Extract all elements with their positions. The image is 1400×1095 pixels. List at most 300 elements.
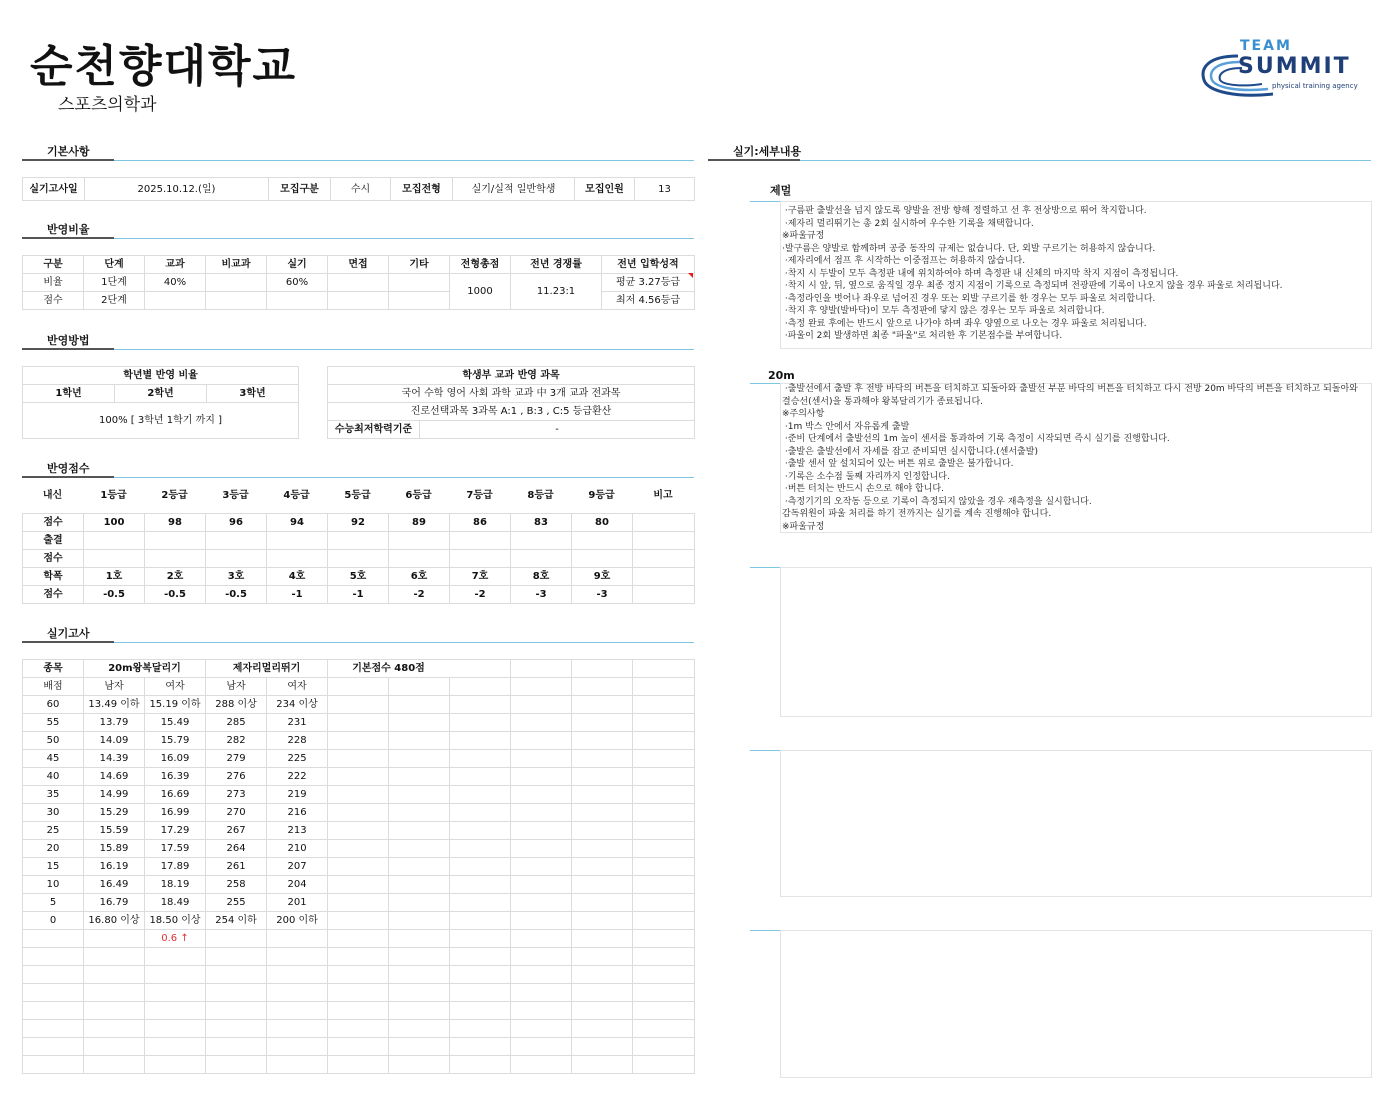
practical-row <box>23 750 695 768</box>
empty-panel-3 <box>780 930 1372 1078</box>
practical-cell: 15.19 이하 <box>145 696 206 714</box>
score-cell <box>267 532 328 550</box>
empty-cell <box>572 948 633 966</box>
empty-cell <box>633 894 695 912</box>
empty-cell <box>84 984 145 1002</box>
practical-points: 10 <box>23 876 84 894</box>
empty-cell <box>450 966 511 984</box>
empty-cell <box>389 966 450 984</box>
empty-cell <box>23 966 84 984</box>
score-header-5: 5등급 <box>344 489 371 501</box>
practical-cell: 14.99 <box>84 786 145 804</box>
practical-cell: 270 <box>206 804 267 822</box>
ratio-r1-5 <box>328 274 389 292</box>
practical-jump-header: 제자리멀리뛰기 <box>206 660 328 678</box>
ratio-r1-2: 40% <box>145 274 206 292</box>
empty-cell <box>450 894 511 912</box>
score-header-4: 4등급 <box>283 489 310 501</box>
empty-cell <box>389 732 450 750</box>
empty-cell <box>450 984 511 1002</box>
practical-points: 5 <box>23 894 84 912</box>
track-label: 모집전형 <box>391 178 453 201</box>
score-cell <box>206 550 267 568</box>
empty-cell <box>450 840 511 858</box>
practical-cell: 16.49 <box>84 876 145 894</box>
score-row <box>23 532 695 550</box>
empty-cell <box>450 1020 511 1038</box>
practical-row <box>23 768 695 786</box>
score-cell <box>511 550 572 568</box>
practical-cell: 16.80 이상 <box>84 912 145 930</box>
practical-cell: 18.50 이상 <box>145 912 206 930</box>
empty-cell <box>511 822 572 840</box>
empty-cell <box>633 1020 695 1038</box>
csat-value: - <box>420 421 695 439</box>
ratio-header-1: 단계 <box>84 256 145 274</box>
empty-cell <box>389 876 450 894</box>
practical-cell: 288 이상 <box>206 696 267 714</box>
score-cell: 92 <box>328 514 389 532</box>
empty-cell <box>450 1038 511 1056</box>
empty-cell <box>511 1002 572 1020</box>
score-cell <box>328 532 389 550</box>
empty-cell <box>145 1020 206 1038</box>
empty-cell <box>389 786 450 804</box>
score-cell <box>633 514 695 532</box>
score-cell <box>206 532 267 550</box>
score-cell <box>633 550 695 568</box>
empty-cell <box>84 930 145 948</box>
empty-cell <box>633 858 695 876</box>
score-cell <box>511 532 572 550</box>
empty-row <box>23 966 695 984</box>
score-cell: -0.5 <box>84 586 145 604</box>
year-ratio-title: 학년별 반영 비율 <box>23 367 299 385</box>
empty-cell <box>633 912 695 930</box>
empty-cell <box>206 930 267 948</box>
empty-cell <box>328 696 389 714</box>
practical-cell: 264 <box>206 840 267 858</box>
ratio-r2-4 <box>267 292 328 310</box>
score-table <box>22 513 695 604</box>
ratio-r1-4: 60% <box>267 274 328 292</box>
empty-cell <box>389 858 450 876</box>
practical-points: 30 <box>23 804 84 822</box>
empty-cell <box>572 876 633 894</box>
empty-cell <box>633 930 695 948</box>
score-cell <box>572 532 633 550</box>
practical-cell: 16.79 <box>84 894 145 912</box>
empty-cell <box>389 1020 450 1038</box>
year-ratio-table <box>22 366 299 439</box>
department-title: 스포츠의학과 <box>58 95 157 115</box>
score-cell: 98 <box>145 514 206 532</box>
practical-table <box>22 659 695 1074</box>
empty-cell <box>633 786 695 804</box>
empty-cell <box>23 984 84 1002</box>
empty-cell <box>450 1056 511 1074</box>
score-cell <box>145 532 206 550</box>
score-cell: -2 <box>450 586 511 604</box>
score-cell: -1 <box>267 586 328 604</box>
empty-cell <box>267 984 328 1002</box>
score-row <box>23 568 695 586</box>
practical-cell: 16.39 <box>145 768 206 786</box>
practical-row <box>23 840 695 858</box>
empty-cell <box>633 696 695 714</box>
ratio-r2-0: 점수 <box>23 292 84 310</box>
score-header-7: 7등급 <box>466 489 493 501</box>
empty-cell <box>511 948 572 966</box>
section-practical-label: 실기고사 <box>47 627 90 640</box>
score-cell <box>84 550 145 568</box>
year-ratio-value: 100% [ 3학년 1학기 까지 ] <box>23 403 299 439</box>
grade-min: 최저 4.56등급 <box>602 292 695 310</box>
empty-cell <box>389 948 450 966</box>
empty-cell <box>389 840 450 858</box>
score-cell: -1 <box>328 586 389 604</box>
practical-row <box>23 714 695 732</box>
practical-cell: 15.29 <box>84 804 145 822</box>
practical-cell: 13.49 이하 <box>84 696 145 714</box>
score-cell: 8호 <box>511 568 572 586</box>
empty-cell <box>511 804 572 822</box>
practical-cell: 204 <box>267 876 328 894</box>
practical-row <box>23 696 695 714</box>
date-label: 실기고사일 <box>23 178 85 201</box>
score-cell <box>84 532 145 550</box>
empty-cell <box>450 786 511 804</box>
empty-cell <box>633 840 695 858</box>
empty-cell <box>572 966 633 984</box>
empty-cell <box>511 768 572 786</box>
score-row-label: 점수 <box>23 550 84 568</box>
score-cell: -0.5 <box>206 586 267 604</box>
empty-cell <box>206 966 267 984</box>
ratio-header-6: 기타 <box>389 256 450 274</box>
ratio-r1-1: 1단계 <box>84 274 145 292</box>
empty-cell <box>633 768 695 786</box>
empty-cell <box>572 912 633 930</box>
date-value: 2025.10.12.(일) <box>85 178 269 201</box>
score-cell: 96 <box>206 514 267 532</box>
ratio-header-9: 전년 입학성적 <box>602 256 695 274</box>
empty-cell <box>633 750 695 768</box>
practical-row <box>23 732 695 750</box>
practical-cell: 261 <box>206 858 267 876</box>
practical-points: 40 <box>23 768 84 786</box>
empty-cell <box>206 1056 267 1074</box>
empty-cell <box>328 732 389 750</box>
score-cell: 1호 <box>84 568 145 586</box>
empty-cell <box>511 858 572 876</box>
score-cell: -3 <box>572 586 633 604</box>
practical-cell: 213 <box>267 822 328 840</box>
empty-cell <box>328 1038 389 1056</box>
empty-cell <box>633 714 695 732</box>
grade-avg: 평균 3.27등급 <box>602 274 695 292</box>
empty-cell <box>145 984 206 1002</box>
score-cell <box>389 550 450 568</box>
empty-cell <box>328 1002 389 1020</box>
score-cell: 86 <box>450 514 511 532</box>
empty-cell <box>206 1002 267 1020</box>
subject-table <box>327 366 695 439</box>
csat-label: 수능최저학력기준 <box>328 421 420 439</box>
empty-cell <box>450 768 511 786</box>
practical-cell: 15.89 <box>84 840 145 858</box>
empty-cell <box>450 732 511 750</box>
empty-cell <box>572 696 633 714</box>
empty-panel-1 <box>780 567 1372 717</box>
subject-line-2: 진로선택과목 3과목 A:1 , B:3 , C:5 등급환산 <box>328 403 695 421</box>
empty-cell <box>328 984 389 1002</box>
score-cell: 4호 <box>267 568 328 586</box>
score-row <box>23 550 695 568</box>
ratio-r2-6 <box>389 292 450 310</box>
empty-cell <box>389 1038 450 1056</box>
empty-cell <box>84 1038 145 1056</box>
empty-cell <box>511 786 572 804</box>
subject-line-1: 국어 수학 영어 사회 과학 교과 中 3개 교과 전과목 <box>328 385 695 403</box>
track-value: 실기/실적 일반학생 <box>453 178 575 201</box>
empty-cell <box>389 714 450 732</box>
score-cell <box>145 550 206 568</box>
practical-sub-0: 배점 <box>23 678 84 696</box>
empty-cell <box>206 1020 267 1038</box>
empty-cell <box>450 804 511 822</box>
empty-cell <box>328 1020 389 1038</box>
practical-points: 50 <box>23 732 84 750</box>
empty-cell <box>572 804 633 822</box>
score-cell <box>450 550 511 568</box>
empty-cell <box>328 804 389 822</box>
empty-cell <box>145 1056 206 1074</box>
empty-panel-2 <box>780 750 1372 897</box>
score-header-3: 3등급 <box>222 489 249 501</box>
score-cell: 6호 <box>389 568 450 586</box>
score-cell <box>633 532 695 550</box>
practical-row <box>23 876 695 894</box>
empty-cell <box>572 786 633 804</box>
empty-cell <box>389 822 450 840</box>
empty-cell <box>267 1038 328 1056</box>
empty-cell <box>206 984 267 1002</box>
score-row-label: 점수 <box>23 514 84 532</box>
empty-cell <box>328 714 389 732</box>
empty-cell <box>145 966 206 984</box>
jump-text: ·구름판 출발선을 넘지 않도록 양발을 전방 향해 정렬하고 선 후 전상방으로 뛰어 착지합니다. ·제자리 멀리뛰기는 총 2회 실시하여 우수한 기록을 채택합니다. ※파울규정 ·발구름은 양발로 함께하며 공중 동작의 규제는 없습니다. 단, 외발 구르기는 허용하지 않습니다. ·제자리에서 점프 후 시작하는 이중점프는 허용하지 않습니다. ·착지 시 두발이 모두 측정판 내에 위치하여야 하며 측정판 내 신체의 마지막 착지 지점이 측정됩니다. ·착지 시 앞, 뒤, 옆으로 움직일 경우 최종 정지 지점이 기록으로 측정되며 전광판에 기록이 나오지 않을 경우 파울로 처리됩니다. ·측정라인을 벗어나 좌우로 넘어진 경우 또는 외발 구르기를 한 경우는 모두 파울로 처리합니다. ·착지 후 양발(발바닥)이 모두 측정판에 닿지 않은 경우는 모두 파울로 처리합니다. ·측정 완료 후에는 반드시 앞으로 나가야 하며 좌우 양옆으로 나오는 경우 파울로 처리됩니다. ·파울이 2회 발생하면 최종 "파울"로 처리한 후 기본점수를 부여합니다. <box>782 206 1283 341</box>
empty-cell <box>633 1038 695 1056</box>
score-cell: 3호 <box>206 568 267 586</box>
jump-title: 제멀 <box>770 184 792 197</box>
score-cell <box>572 550 633 568</box>
empty-cell <box>511 1056 572 1074</box>
score-cell <box>633 586 695 604</box>
empty-cell <box>511 876 572 894</box>
section-method-label: 반영방법 <box>47 334 90 347</box>
score-cell: 5호 <box>328 568 389 586</box>
ratio-r2-5 <box>328 292 389 310</box>
empty-cell <box>23 1056 84 1074</box>
practical-row <box>23 786 695 804</box>
ratio-header-7: 전형총점 <box>450 256 511 274</box>
practical-cell: 14.69 <box>84 768 145 786</box>
practical-cell: 216 <box>267 804 328 822</box>
empty-cell <box>389 750 450 768</box>
practical-cell: 200 이하 <box>267 912 328 930</box>
score-row <box>23 586 695 604</box>
score-cell: 2호 <box>145 568 206 586</box>
empty-row <box>23 1038 695 1056</box>
empty-cell <box>23 1038 84 1056</box>
empty-cell <box>389 1056 450 1074</box>
practical-cell: 15.59 <box>84 822 145 840</box>
empty-cell <box>450 912 511 930</box>
empty-cell <box>511 984 572 1002</box>
ratio-header-4: 실기 <box>267 256 328 274</box>
empty-cell <box>389 768 450 786</box>
ratio-r1-0: 비율 <box>23 274 84 292</box>
ratio-r1-3 <box>206 274 267 292</box>
ratio-header-5: 면접 <box>328 256 389 274</box>
practical-points: 20 <box>23 840 84 858</box>
practical-cell: 207 <box>267 858 328 876</box>
empty-cell <box>633 822 695 840</box>
comment-marker-icon <box>688 273 693 278</box>
empty-cell <box>511 1020 572 1038</box>
practical-note-row <box>23 930 695 948</box>
score-cell: 7호 <box>450 568 511 586</box>
practical-cell: 18.49 <box>145 894 206 912</box>
empty-cell <box>511 966 572 984</box>
empty-cell <box>572 1038 633 1056</box>
practical-cell: 18.19 <box>145 876 206 894</box>
score-header-0: 내신 <box>42 489 63 501</box>
practical-cell: 14.09 <box>84 732 145 750</box>
score-cell: -2 <box>389 586 450 604</box>
practical-cell: 285 <box>206 714 267 732</box>
practical-cell: 15.49 <box>145 714 206 732</box>
practical-cell: 279 <box>206 750 267 768</box>
empty-cell <box>450 948 511 966</box>
practical-row <box>23 858 695 876</box>
type-value: 수시 <box>331 178 391 201</box>
empty-cell <box>633 804 695 822</box>
practical-cell: 13.79 <box>84 714 145 732</box>
empty-cell <box>572 894 633 912</box>
score-header-9: 9등급 <box>588 489 615 501</box>
empty-cell <box>450 696 511 714</box>
empty-row <box>23 1002 695 1020</box>
empty-cell <box>389 984 450 1002</box>
empty-cell <box>511 714 572 732</box>
empty-cell <box>84 1002 145 1020</box>
score-cell: 89 <box>389 514 450 532</box>
empty-cell <box>450 822 511 840</box>
section-detail-label: 실기:세부내용 <box>733 145 802 158</box>
practical-cell: 255 <box>206 894 267 912</box>
practical-cell: 225 <box>267 750 328 768</box>
score-row <box>23 514 695 532</box>
score-row-label: 출결 <box>23 532 84 550</box>
empty-cell <box>511 750 572 768</box>
practical-cell: 17.29 <box>145 822 206 840</box>
ratio-header-8: 전년 경쟁률 <box>511 256 602 274</box>
practical-sub-3: 남자 <box>206 678 267 696</box>
practical-cell: 16.19 <box>84 858 145 876</box>
practical-row <box>23 804 695 822</box>
practical-cell: 234 이상 <box>267 696 328 714</box>
ratio-table <box>22 255 695 310</box>
score-cell <box>267 550 328 568</box>
practical-event-header: 종목 <box>23 660 84 678</box>
empty-cell <box>328 768 389 786</box>
empty-cell <box>450 1002 511 1020</box>
empty-cell <box>572 732 633 750</box>
empty-cell <box>328 948 389 966</box>
empty-cell <box>389 930 450 948</box>
empty-cell <box>267 930 328 948</box>
empty-cell <box>267 966 328 984</box>
empty-cell <box>572 858 633 876</box>
empty-cell <box>145 948 206 966</box>
score-header-10: 비고 <box>653 489 673 501</box>
practical-cell: 273 <box>206 786 267 804</box>
score-header-2: 2등급 <box>161 489 188 501</box>
practical-sub-1: 남자 <box>84 678 145 696</box>
logo-main-text: SUMMIT <box>1238 54 1351 79</box>
score-header-1: 1등급 <box>100 489 127 501</box>
practical-cell: 17.89 <box>145 858 206 876</box>
empty-cell <box>572 984 633 1002</box>
empty-row <box>23 1020 695 1038</box>
empty-cell <box>23 948 84 966</box>
empty-cell <box>84 966 145 984</box>
empty-cell <box>572 822 633 840</box>
section-ratio-label: 반영비율 <box>47 223 90 236</box>
empty-cell <box>328 894 389 912</box>
logo-top-text: TEAM <box>1240 38 1292 54</box>
practical-cell: 231 <box>267 714 328 732</box>
practical-cell: 16.09 <box>145 750 206 768</box>
ratio-header-0: 구분 <box>23 256 84 274</box>
empty-cell <box>267 948 328 966</box>
score-cell: -3 <box>511 586 572 604</box>
empty-cell <box>511 912 572 930</box>
practical-cell: 254 이하 <box>206 912 267 930</box>
ratio-header-3: 비교과 <box>206 256 267 274</box>
count-label: 모집인원 <box>575 178 635 201</box>
empty-cell <box>328 876 389 894</box>
empty-cell <box>633 876 695 894</box>
practical-row <box>23 894 695 912</box>
practical-cell: 282 <box>206 732 267 750</box>
empty-cell <box>450 750 511 768</box>
empty-cell <box>389 894 450 912</box>
empty-cell <box>633 966 695 984</box>
school-title: 순천향대학교 <box>30 41 298 92</box>
empty-cell <box>84 1020 145 1038</box>
practical-sub-2: 여자 <box>145 678 206 696</box>
practical-sub-4: 여자 <box>267 678 328 696</box>
practical-cell: 258 <box>206 876 267 894</box>
empty-cell <box>572 840 633 858</box>
ratio-r2-3 <box>206 292 267 310</box>
practical-cell: 222 <box>267 768 328 786</box>
empty-cell <box>450 876 511 894</box>
practical-cell: 14.39 <box>84 750 145 768</box>
